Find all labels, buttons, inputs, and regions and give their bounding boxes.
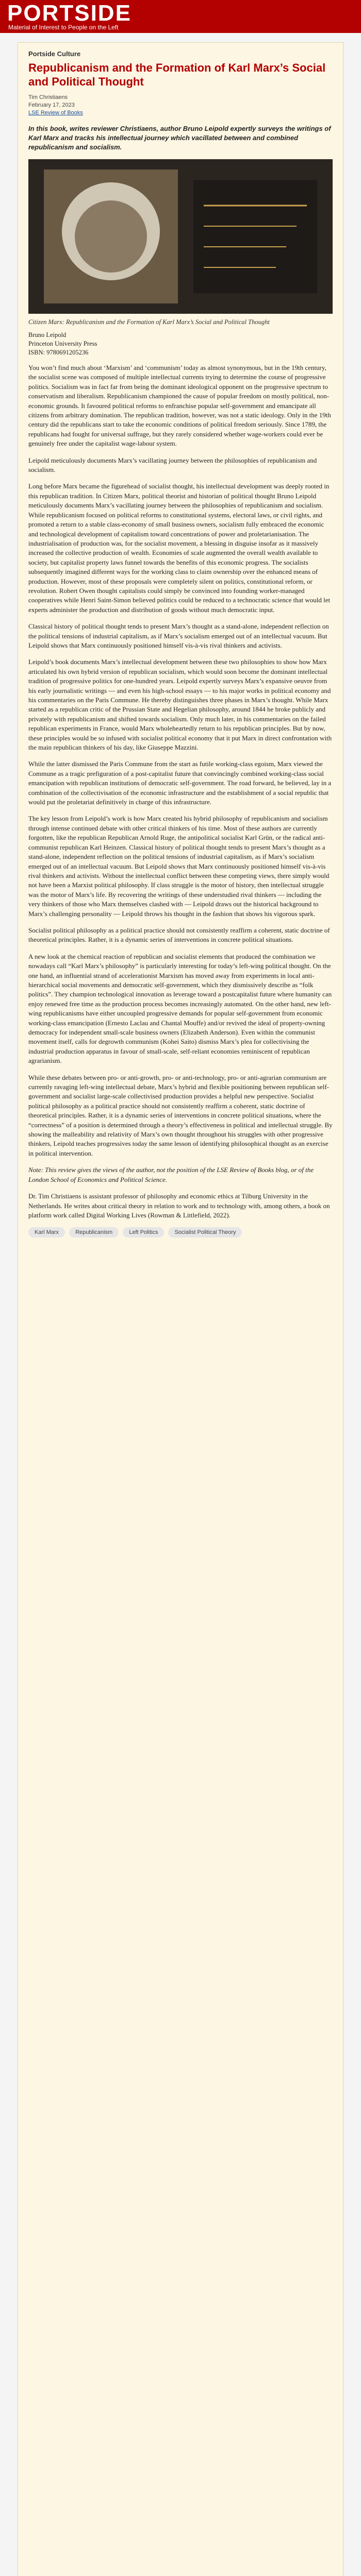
body-paragraph: Leipold meticulously documents Marx’s vacillating journey between the philosophies of republicanism and socialism. [28, 456, 317, 474]
body-paragraph: Socialist political philosophy as a political practice should not consistently reaffirm a coherent, static doctrine of theoretical principles. Rather, it is a dynamic series of interventions in concrete political situations. [28, 926, 330, 944]
image-caption: Citizen Marx: Republicanism and the Formation of Karl Marx’s Social and Political Thought [28, 318, 270, 326]
book-publisher: Princeton University Press [28, 340, 97, 347]
article-card [18, 42, 343, 2576]
page-body [0, 33, 361, 2576]
article-title[interactable]: Republicanism and the Formation of Karl Marx’s Social and Political Thought [28, 61, 326, 88]
tag-list [28, 1227, 333, 1238]
review-note: Note: This review gives the views of the author, not the position of the LSE Review of Books blog, or of the London School of Economics and Political Science. [28, 1166, 314, 1183]
book-isbn: ISBN: 9780691205236 [28, 349, 89, 356]
tag-karl-marx[interactable]: Karl Marx [28, 1227, 65, 1238]
body-paragraph: Leipold’s book documents Marx’s intellectual development between these two philosophies to show how Marx articulated his own hybrid version of republican socialism, which would soon become the dominant intellectual tradition of progressive politics for one-hundred years. Leipold expertly surveys Marx’s expansive oeuvre from his early journalistic writings — and even his high-school essays — to his major works in political economy and his commentaries on the Paris Commune. He thereby distinguishes three phases in Marx’s thought. While Marx started as a republican critic of the Prussian State and Hegelian philosophy, around 1844 he broke publicly and privately with republicanism and shifted towards socialism. Only much later, in his commentaries on the failed republican experiments in France, would Marx wholeheartedly return to his republican principles. But by now, these principles would be so infused with socialist political economy that it put Marx in direct confrontation with the main republican thinkers of his day, like Giuseppe Mazzini. [28, 658, 332, 752]
article-date: February 17, 2023 [28, 102, 75, 108]
author-bio: Dr. Tim Christiaens is assistant professor of philosophy and economic ethics at Tilburg University in the Netherlands. He writes about critical theory in relation to work and to technology with, among others, a book on platform work called Digital Working Lives (Rowman & Littlefield, 2022). [28, 1192, 330, 1219]
book-cover-image [28, 159, 333, 314]
brand-logo[interactable]: PORTSIDE [7, 1, 132, 26]
article-lede: In this book, writes reviewer Christiaens, author Bruno Leipold expertly surveys the writings of Karl Marx and tracks his intellectual journey which vacillated between and combined republicanism and socialism. [28, 125, 331, 151]
tag-left-politics[interactable]: Left Politics [123, 1227, 164, 1238]
article-author: Tim Christiaens [28, 94, 68, 100]
section-label: Portside Culture [28, 50, 81, 58]
body-paragraph: You won’t find much about ‘Marxism’ and ‘communism’ today as almost synonymous, but in the 19th century, the socialist scene was composed of multiple intellectual currents trying to determine the course of progressive politics. Socialism was in fact far from being the dominant ideological opponent on the progressive spectrum to conservatism and liberalism. Republicanism championed the cause of popular freedom on mostly political, non-economic grounds. It favoured political reforms to enfranchise popular self-government and emancipate all citizens from arbitrary domination. The republican tradition, however, was not a static ideology. Only in the 19th century did the republicans start to take the economic conditions of political freedom seriously. Since 1789, the republicans had fought for universal suffrage, but they rarely considered whether wage-workers could ever be genuinely free under the capitalist wage-labour system. [28, 364, 331, 448]
body-paragraph: A new look at the chemical reaction of republican and socialist elements that produced the combination we nowadays call “Karl Marx’s philosophy” is particularly interesting for today’s left-wing political thought. On the one hand, an influential strand of accelerationist Marxism has moved away from experiments in local anti-hierarchical social movements and democratic self-government, which they dismissively describe as “folk politics”. They champion technological innovation as leverage toward a postcapitalist future where humanity can enjoy renewed free time as the production process becomes increasingly automated. On the other hand, new left-wing republicanisms have either uncoupled progressive demands for popular self-government from economic working-class emancipation (Ernesto Laclau and Chantal Mouffe) and/or revived the ideal of property-owning democracy for independent small-scale business owners (Elizabeth Anderson). Even within the communist movement itself, calls for degrowth communism (Kohei Saito) dismiss Marx’s plea for collectivising the industrial production apparatus in favour of small-scale, self-reliant economies reminiscent of republican agrarianism. [28, 952, 332, 1065]
book-author: Bruno Leipold [28, 331, 67, 338]
body-paragraph: The key lesson from Leipold’s work is how Marx created his hybrid philosophy of republicanism and socialism through intense continued debate with other critical thinkers of his time. Most of these authors are currently forgotten, like the republican Republican Arnold Ruge, the antipolitical socialist Karl Grün, or the radical anti-communist republican Karl Heinzen. Classical history of political thought tends to present Marx’s thought as a stand-alone, independent reflection on the political tensions of industrial capitalism, as if Marx’s socialism emerged out of an intellectual vacuum. But Leipold shows that Marx continuously positioned himself vis-à-vis rival thinkers and activists. Without the intellectual conflict between these competing views, there simply would not have been a Marxist political philosophy. If class struggle is the motor of history, then intellectual struggle was the motor of Marx’s life. By recovering the writings of these understudied rival thinkers — including the very thinkers of those who Marx themselves clashed with — Leipold draws out the historical background to Marx’s challenging personality — Leipold throws his thought in the fashion that shows his vigorous spark. [28, 815, 330, 918]
body-paragraph: While these debates between pro- or anti-growth, pro- or anti-technology, pro- or anti-agrarian communism are currently ravaging left-wing intellectual debate, Marx’s hybrid and flexible positioning between republican self-government and socialist large-scale collectivised production provides a helpful new perspective. Socialist political philosophy as a political practice should not consistently reaffirm a coherent, static doctrine of theoretical principles. Rather, it is a dynamic series of interventions in concrete political situations, where the “correctness” of a position is determined through a theory’s effectiveness in political and intellectual struggle. By showing the malleability and relativity of Marx’s own thought throughout his struggles with other progressive thinkers, Leipold teaches progressives today the same lesson of identifying philosophical thought as an exercise in political intervention. [28, 1073, 333, 1157]
body-paragraph: While the latter dismissed the Paris Commune from the start as futile working-class egoism, Marx viewed the Commune as a tragic prefiguration of a post-capitalist future that convincingly combined working-class social emancipation with republican institutions of democratic self-government. The road forward, he believed, lay in a combination of the collectivisation of the economic infrastructure and the establishment of a social republic that would put the proletariat definitively in charge of this infrastructure. [28, 760, 332, 806]
body-paragraph: Classical history of political thought tends to present Marx’s thought as a stand-alone, independent reflection on the political tensions of industrial capitalism, as if Marx’s socialism emerged out of an intellectual vacuum. But Leipold shows that Marx continuously positioned himself vis-à-vis rival thinkers and activists. [28, 622, 329, 649]
brand-header [0, 0, 361, 33]
source-link[interactable]: LSE Review of Books [28, 110, 83, 116]
book-cover-illustration [28, 159, 333, 314]
body-paragraph: Long before Marx became the figurehead of socialist thought, his intellectual development was deeply rooted in this republican tradition. In Citizen Marx, political theorist and historian of political thought Bruno Leipold meticulously documents Marx’s vacillating journey between the philosophies of republicanism and socialism. While republicanism focused on political reforms to constitutional systems, electoral laws, or civil rights, and promoted a return to a stable class-economy of small business owners, socialism fully embraced the economic and technological development of capitalism toward concentrations of power and proletarianisation. The industrialisation of production was, for the socialist movement, a blessing in disguise insofar as it massively increased the collective production of wealth. Economies of scale augmented the overall wealth available to society, but capitalist property laws funnel towards the benefits of this economic progress. The socialists subsequently imagined different ways for the working class to claim ownership over the enhanced means of production. However, most of these proposals were completely silent on politics, constitutional reform, or revolution. Robert Owen thought capitalists could simply be convinced into founding worker-managed cooperatives while Henri Saint-Simon believed politics could be reduced to a technocratic science that would let experts administer the production and distribution of goods without much democratic input. [28, 482, 331, 614]
tag-socialist-political-theory[interactable]: Socialist Political Theory [168, 1227, 242, 1238]
brand-tagline: Material of Interest to People on the Left [8, 24, 119, 31]
tag-republicanism[interactable]: Republicanism [69, 1227, 119, 1238]
